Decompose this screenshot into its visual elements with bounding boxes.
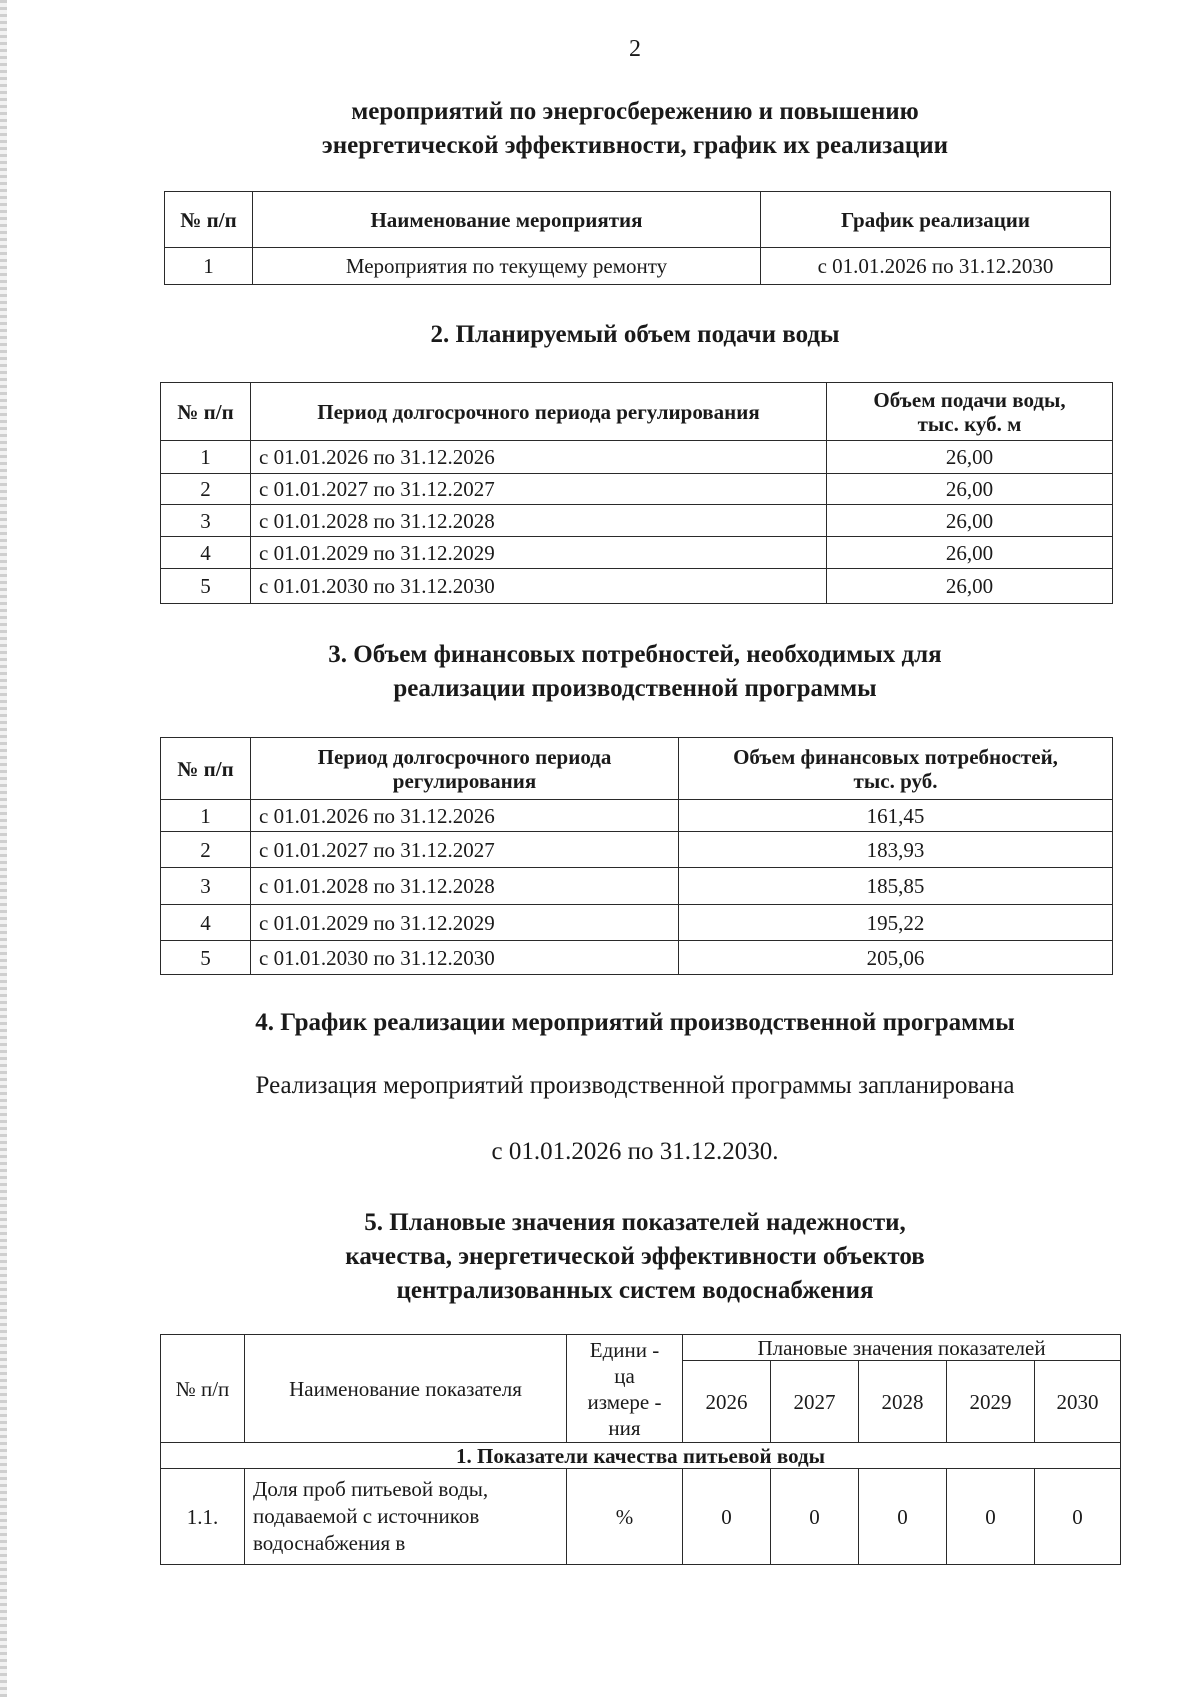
header-number: № п/п (161, 1335, 245, 1443)
table-row (161, 505, 1113, 537)
indicators-table (160, 1334, 1121, 1565)
scan-edge (0, 0, 7, 1697)
section4-text-line2: с 01.01.2026 по 31.12.2030. (491, 1138, 779, 1165)
cell-period: с 01.01.2026 по 31.12.2026 (251, 800, 679, 832)
header-period-line2: регулирования (392, 768, 537, 793)
section2-title: 2. Планируемый объем подачи воды (430, 321, 840, 348)
section5-title-line3: централизованных систем водоснабжения (396, 1277, 874, 1304)
table-row (161, 832, 1113, 868)
cell-volume: 26,00 (827, 474, 1113, 505)
header-financial-line2: тыс. руб. (853, 768, 938, 793)
table-row (161, 868, 1113, 905)
page-number: 2 (629, 36, 641, 62)
section1-title-line1: мероприятий по энергосбережению и повышению (351, 98, 919, 125)
cell-value-2028: 0 (859, 1469, 947, 1565)
header-year-2028: 2028 (859, 1361, 947, 1443)
header-schedule: График реализации (761, 192, 1111, 248)
cell-amount: 195,22 (679, 905, 1113, 941)
cell-volume: 26,00 (827, 441, 1113, 474)
header-indicator-name: Наименование показателя (245, 1335, 567, 1443)
activities-table (164, 191, 1111, 285)
cell-number: 5 (161, 569, 251, 604)
header-planned-values: Плановые значения показателей (683, 1335, 1121, 1361)
cell-amount: 183,93 (679, 832, 1113, 868)
cell-schedule: с 01.01.2026 по 31.12.2030 (761, 248, 1111, 285)
table-row (161, 1469, 1121, 1565)
cell-number: 1.1. (161, 1469, 245, 1565)
header-year-2029: 2029 (947, 1361, 1035, 1443)
cell-indicator-name-line2: подаваемой с источников (253, 1504, 480, 1528)
water-supply-table (160, 382, 1113, 604)
table-row (161, 941, 1113, 975)
cell-period: с 01.01.2027 по 31.12.2027 (251, 832, 679, 868)
cell-number: 5 (161, 941, 251, 975)
cell-period: с 01.01.2029 по 31.12.2029 (251, 905, 679, 941)
cell-value-2030: 0 (1035, 1469, 1121, 1565)
cell-value-2029: 0 (947, 1469, 1035, 1565)
cell-number: 1 (165, 248, 253, 285)
section4-title: 4. График реализации мероприятий производственной программы (255, 1009, 1015, 1036)
cell-number: 2 (161, 474, 251, 505)
section3-title-line2: реализации производственной программы (393, 675, 877, 702)
header-financial-volume (679, 738, 1113, 800)
section1-title-line2: энергетической эффективности, график их реализации (321, 132, 949, 159)
section5-title-line1: 5. Плановые значения показателей надежности, (364, 1209, 906, 1236)
cell-period: с 01.01.2028 по 31.12.2028 (251, 505, 827, 537)
cell-indicator-name-line1: Доля проб питьевой воды, (253, 1477, 489, 1501)
cell-volume: 26,00 (827, 505, 1113, 537)
header-volume-line1: Объем подачи воды, (873, 387, 1066, 412)
table-row (161, 569, 1113, 604)
header-volume-line2: тыс. куб. м (917, 411, 1022, 436)
cell-period: с 01.01.2029 по 31.12.2029 (251, 537, 827, 569)
cell-number: 1 (161, 441, 251, 474)
cell-number: 4 (161, 537, 251, 569)
cell-number: 2 (161, 832, 251, 868)
header-number: № п/п (165, 192, 253, 248)
section1-title (0, 95, 1200, 163)
table-row (161, 800, 1113, 832)
table-header-row (161, 738, 1113, 800)
header-period: Период долгосрочного периода регулирования (251, 383, 827, 441)
header-number: № п/п (161, 383, 251, 441)
header-period-line1: Период долгосрочного периода (317, 744, 612, 769)
cell-volume: 26,00 (827, 537, 1113, 569)
cell-value-2026: 0 (683, 1469, 771, 1565)
header-volume (827, 383, 1113, 441)
header-unit-line4: ния (608, 1415, 641, 1440)
cell-number: 4 (161, 905, 251, 941)
cell-period: с 01.01.2030 по 31.12.2030 (251, 569, 827, 604)
financial-needs-table (160, 737, 1113, 975)
cell-amount: 205,06 (679, 941, 1113, 975)
header-period (251, 738, 679, 800)
section5-title-line2: качества, энергетической эффективности объектов (345, 1243, 925, 1270)
group-water-quality: 1. Показатели качества питьевой воды (161, 1443, 1121, 1469)
header-year-2026: 2026 (683, 1361, 771, 1443)
header-unit-line1: Едини - (589, 1337, 660, 1362)
table-header-row (161, 383, 1113, 441)
section5-title (0, 1206, 1200, 1308)
header-activity-name: Наименование мероприятия (253, 192, 761, 248)
header-financial-line1: Объем финансовых потребностей, (733, 744, 1058, 769)
table-row (165, 248, 1111, 285)
cell-number: 3 (161, 868, 251, 905)
header-unit (567, 1335, 683, 1443)
cell-value-2027: 0 (771, 1469, 859, 1565)
cell-number: 1 (161, 800, 251, 832)
cell-volume: 26,00 (827, 569, 1113, 604)
table-row (161, 905, 1113, 941)
cell-period: с 01.01.2027 по 31.12.2027 (251, 474, 827, 505)
cell-number: 3 (161, 505, 251, 537)
cell-activity-name: Мероприятия по текущему ремонту (253, 248, 761, 285)
header-year-2027: 2027 (771, 1361, 859, 1443)
table-header-row (161, 1335, 1121, 1361)
header-unit-line3: измере - (587, 1389, 662, 1414)
section3-title-line1: 3. Объем финансовых потребностей, необходимых для (328, 641, 942, 668)
header-number: № п/п (161, 738, 251, 800)
table-header-row (165, 192, 1111, 248)
header-year-2030: 2030 (1035, 1361, 1121, 1443)
header-unit-line2: ца (614, 1363, 635, 1388)
cell-amount: 161,45 (679, 800, 1113, 832)
cell-period: с 01.01.2028 по 31.12.2028 (251, 868, 679, 905)
cell-period: с 01.01.2026 по 31.12.2026 (251, 441, 827, 474)
table-row (161, 474, 1113, 505)
section3-title (0, 638, 1200, 706)
cell-unit: % (567, 1469, 683, 1565)
cell-indicator-name-line3: водоснабжения в (253, 1531, 406, 1555)
table-row (161, 441, 1113, 474)
table-row (161, 537, 1113, 569)
cell-amount: 185,85 (679, 868, 1113, 905)
cell-period: с 01.01.2030 по 31.12.2030 (251, 941, 679, 975)
section4-text-line1: Реализация мероприятий производственной программы запланирована (255, 1072, 1015, 1099)
table-group-row (161, 1443, 1121, 1469)
cell-indicator-name (245, 1469, 567, 1565)
